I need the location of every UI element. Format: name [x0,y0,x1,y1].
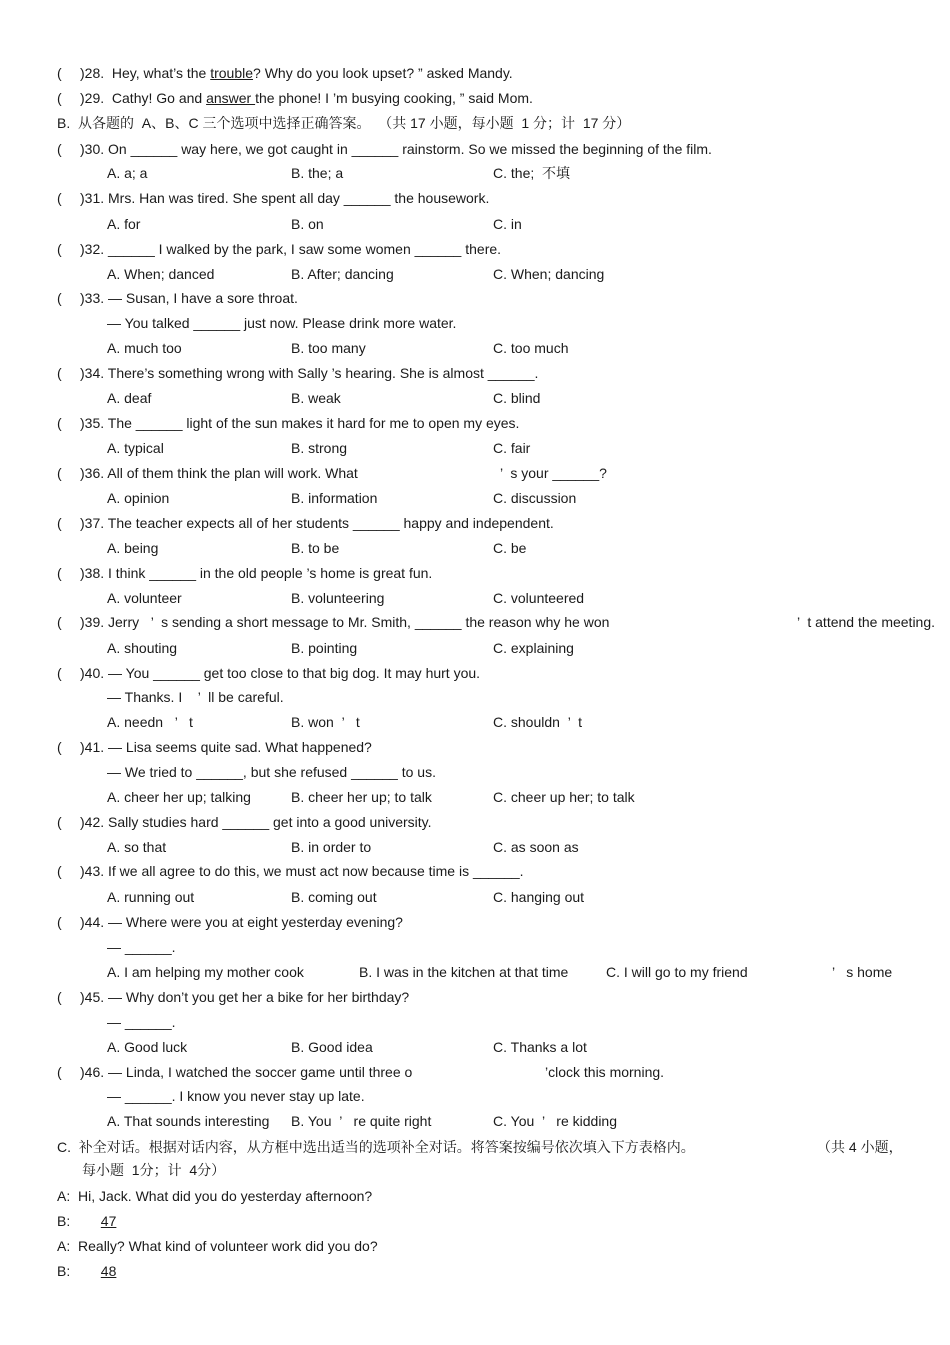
option-c: C. shouldn ’ t [493,714,582,730]
option-a: A. I am helping my mother cook [107,964,304,980]
answer-paren: ( [57,863,62,879]
section-b-heading: B. 从各题的 A、B、C 三个选项中选择正确答案。 （共 17 小题，每小题 1 分；计 17 分） [57,115,631,131]
dialog-line [57,1212,130,1230]
question-text: — Linda, I watched the soccer game until three o [108,1064,413,1080]
answer-paren: ( [57,465,62,481]
option-c: C. be [493,540,527,556]
option-b: B. in order to [291,839,372,855]
option-b: B. strong [291,440,348,456]
question-text-tail: ’clock this morning. [545,1064,665,1080]
option-a: A. cheer her up; talking [107,789,251,805]
dialog-line [57,1237,378,1255]
answer-paren: ( [57,415,62,431]
option-b: B. coming out [291,889,377,905]
question-text: Jerry ’ s sending a short message to Mr. Smith, ______ the reason why he won [108,614,610,630]
option-b: B. You ’ re quite right [291,1113,432,1129]
option-c: C. as soon as [493,839,579,855]
underlined-word: answer [206,90,256,106]
question-33 [80,289,298,307]
question-number: )37. [80,515,105,531]
answer-paren: ( [57,814,62,830]
question-reply: — We tried to ______, but she refused ______ to us. [107,764,436,780]
question-text: If we all agree to do this, we must act now because time is ______. [108,863,524,879]
dialog-text: Hi, Jack. What did you do yesterday afternoon? [78,1188,373,1204]
answer-paren: ( [57,90,62,106]
answer-paren: ( [57,665,62,681]
option-c-tail: ’ s home [832,964,893,980]
question-number: )33. [80,290,105,306]
answer-paren: ( [57,290,62,306]
question-44 [80,913,403,931]
option-c: C. in [493,216,522,232]
answer-paren: ( [57,515,62,531]
option-c: C. When; dancing [493,266,605,282]
option-b: B. won ’ t [291,714,360,730]
question-text: On ______ way here, we got caught in ______ rainstorm. So we missed the beginning of the film. [108,141,712,157]
question-35 [80,414,519,432]
option-b: B. volunteering [291,590,385,606]
question-number: )35. [80,415,105,431]
question-text-tail: ’ t attend the meeting. [797,614,936,630]
option-b: B. I was in the kitchen at that time [359,964,569,980]
section-c-scoring: 每小题 1分；计 4分） [82,1162,226,1178]
option-b: B. Good idea [291,1039,373,1055]
option-b: B. to be [291,540,340,556]
question-37 [80,514,554,532]
section-c-heading: C. 补全对话。根据对话内容，从方框中选出适当的选项补全对话。将答案按编号依次填入下方表格内。 [57,1139,695,1155]
option-a: A. a; a [107,165,148,181]
question-number: )45. [80,989,105,1005]
question-text: — You ______ get too close to that big dog. It may hurt you. [108,665,481,681]
question-text: Mrs. Han was tired. She spent all day ______ the housework. [108,190,490,206]
question-34 [80,364,538,382]
question-number: )36. [80,465,105,481]
answer-paren: ( [57,614,62,630]
option-b: B. the; a [291,165,344,181]
question-number: )38. [80,565,105,581]
question-28 [80,64,513,82]
question-text: Sally studies hard ______ get into a good university. [108,814,432,830]
question-text-tail: ’ s your ______? [500,465,607,481]
option-a: A. much too [107,340,182,356]
question-31 [80,189,489,207]
option-c: C. cheer up her; to talk [493,789,635,805]
question-text: — Lisa seems quite sad. What happened? [108,739,372,755]
question-reply: — Thanks. I ’ ll be careful. [107,689,284,705]
question-39 [80,613,609,631]
question-number: )31. [80,190,105,206]
option-c: C. blind [493,390,541,406]
answer-paren: ( [57,190,62,206]
question-number: )32. [80,241,105,257]
option-a: A. so that [107,839,167,855]
option-a: A. shouting [107,640,178,656]
option-c: C. hanging out [493,889,585,905]
option-b: B. weak [291,390,341,406]
section-c-heading-tail: （共 4 小题， [817,1139,903,1155]
dialog-text: Really? What kind of volunteer work did you do? [78,1238,378,1254]
option-a: A. typical [107,440,164,456]
question-41 [80,738,372,756]
question-number: )46. [80,1064,105,1080]
question-text: All of them think the plan will work. What [107,465,358,481]
question-46 [80,1063,412,1081]
dialog-line [57,1187,372,1205]
question-number: )39. [80,614,105,630]
question-number: )41. [80,739,105,755]
question-text: Cathy! Go and [111,90,207,106]
option-a: A. being [107,540,159,556]
question-number: )43. [80,863,105,879]
answer-paren: ( [57,365,62,381]
speaker-label: B: [57,1213,71,1229]
question-38 [80,564,432,582]
question-text: There’s something wrong with Sally ’s hearing. She is almost ______. [107,365,539,381]
option-a: A. That sounds interesting [107,1113,270,1129]
underlined-word: trouble [210,65,254,81]
question-text: — Why don’t you get her a bike for her birthday? [108,989,410,1005]
option-b: B. information [291,490,378,506]
question-42 [80,813,432,831]
speaker-label: A: [57,1238,71,1254]
option-b: B. pointing [291,640,358,656]
question-reply: — You talked ______ just now. Please drink more water. [107,315,457,331]
option-c: C. Thanks a lot [493,1039,587,1055]
option-b: B. too many [291,340,366,356]
dialog-line [57,1262,130,1280]
question-text-tail: ? Why do you look upset? ” asked Mandy. [253,65,513,81]
answer-paren: ( [57,914,62,930]
speaker-label: B: [57,1263,71,1279]
question-text-tail: the phone! I ’m busying cooking, ” said Mom. [255,90,533,106]
option-c: C. volunteered [493,590,585,606]
question-43 [80,862,524,880]
question-32 [80,240,501,258]
question-text: — Where were you at eight yesterday evening? [108,914,403,930]
question-number: )29. [80,90,105,106]
option-c: C. You ’ re kidding [493,1113,618,1129]
answer-paren: ( [57,241,62,257]
answer-paren: ( [57,739,62,755]
option-c: C. too much [493,340,569,356]
question-number: )28. [80,65,105,81]
option-a: A. for [107,216,141,232]
option-b: B. cheer her up; to talk [291,789,432,805]
speaker-label: A: [57,1188,71,1204]
question-text: The teacher expects all of her students ______ happy and independent. [107,515,554,531]
question-number: )44. [80,914,105,930]
option-c: C. the; 不填 [493,165,571,181]
answer-paren: ( [57,1064,62,1080]
answer-blank-47: 47 [100,1213,117,1229]
option-a: A. needn ’ t [107,714,193,730]
option-c: C. I will go to my friend [606,964,748,980]
question-text: Hey, what’s the [111,65,211,81]
question-text: — Susan, I have a sore throat. [108,290,298,306]
answer-paren: ( [57,989,62,1005]
question-30 [80,140,712,158]
question-40 [80,664,480,682]
question-reply: — ______. [107,1014,176,1030]
option-b: B. After; dancing [291,266,394,282]
option-a: A. Good luck [107,1039,188,1055]
answer-paren: ( [57,565,62,581]
answer-paren: ( [57,65,62,81]
answer-blank-48: 48 [100,1263,117,1279]
option-c: C. explaining [493,640,574,656]
question-text: ______ I walked by the park, I saw some women ______ there. [108,241,502,257]
question-text: The ______ light of the sun makes it hard for me to open my eyes. [107,415,520,431]
option-b: B. on [291,216,324,232]
answer-paren: ( [57,141,62,157]
question-reply: — ______. I know you never stay up late. [107,1088,365,1104]
question-45 [80,988,409,1006]
question-number: )34. [80,365,105,381]
option-a: A. When; danced [107,266,215,282]
question-29 [80,89,533,107]
option-a: A. deaf [107,390,152,406]
question-text: I think ______ in the old people ’s home is great fun. [108,565,433,581]
question-36 [80,464,358,482]
option-a: A. volunteer [107,590,182,606]
question-number: )30. [80,141,105,157]
option-c: C. fair [493,440,531,456]
option-a: A. running out [107,889,195,905]
option-a: A. opinion [107,490,170,506]
option-c: C. discussion [493,490,577,506]
question-number: )42. [80,814,105,830]
question-number: )40. [80,665,105,681]
question-reply: — ______. [107,939,176,955]
